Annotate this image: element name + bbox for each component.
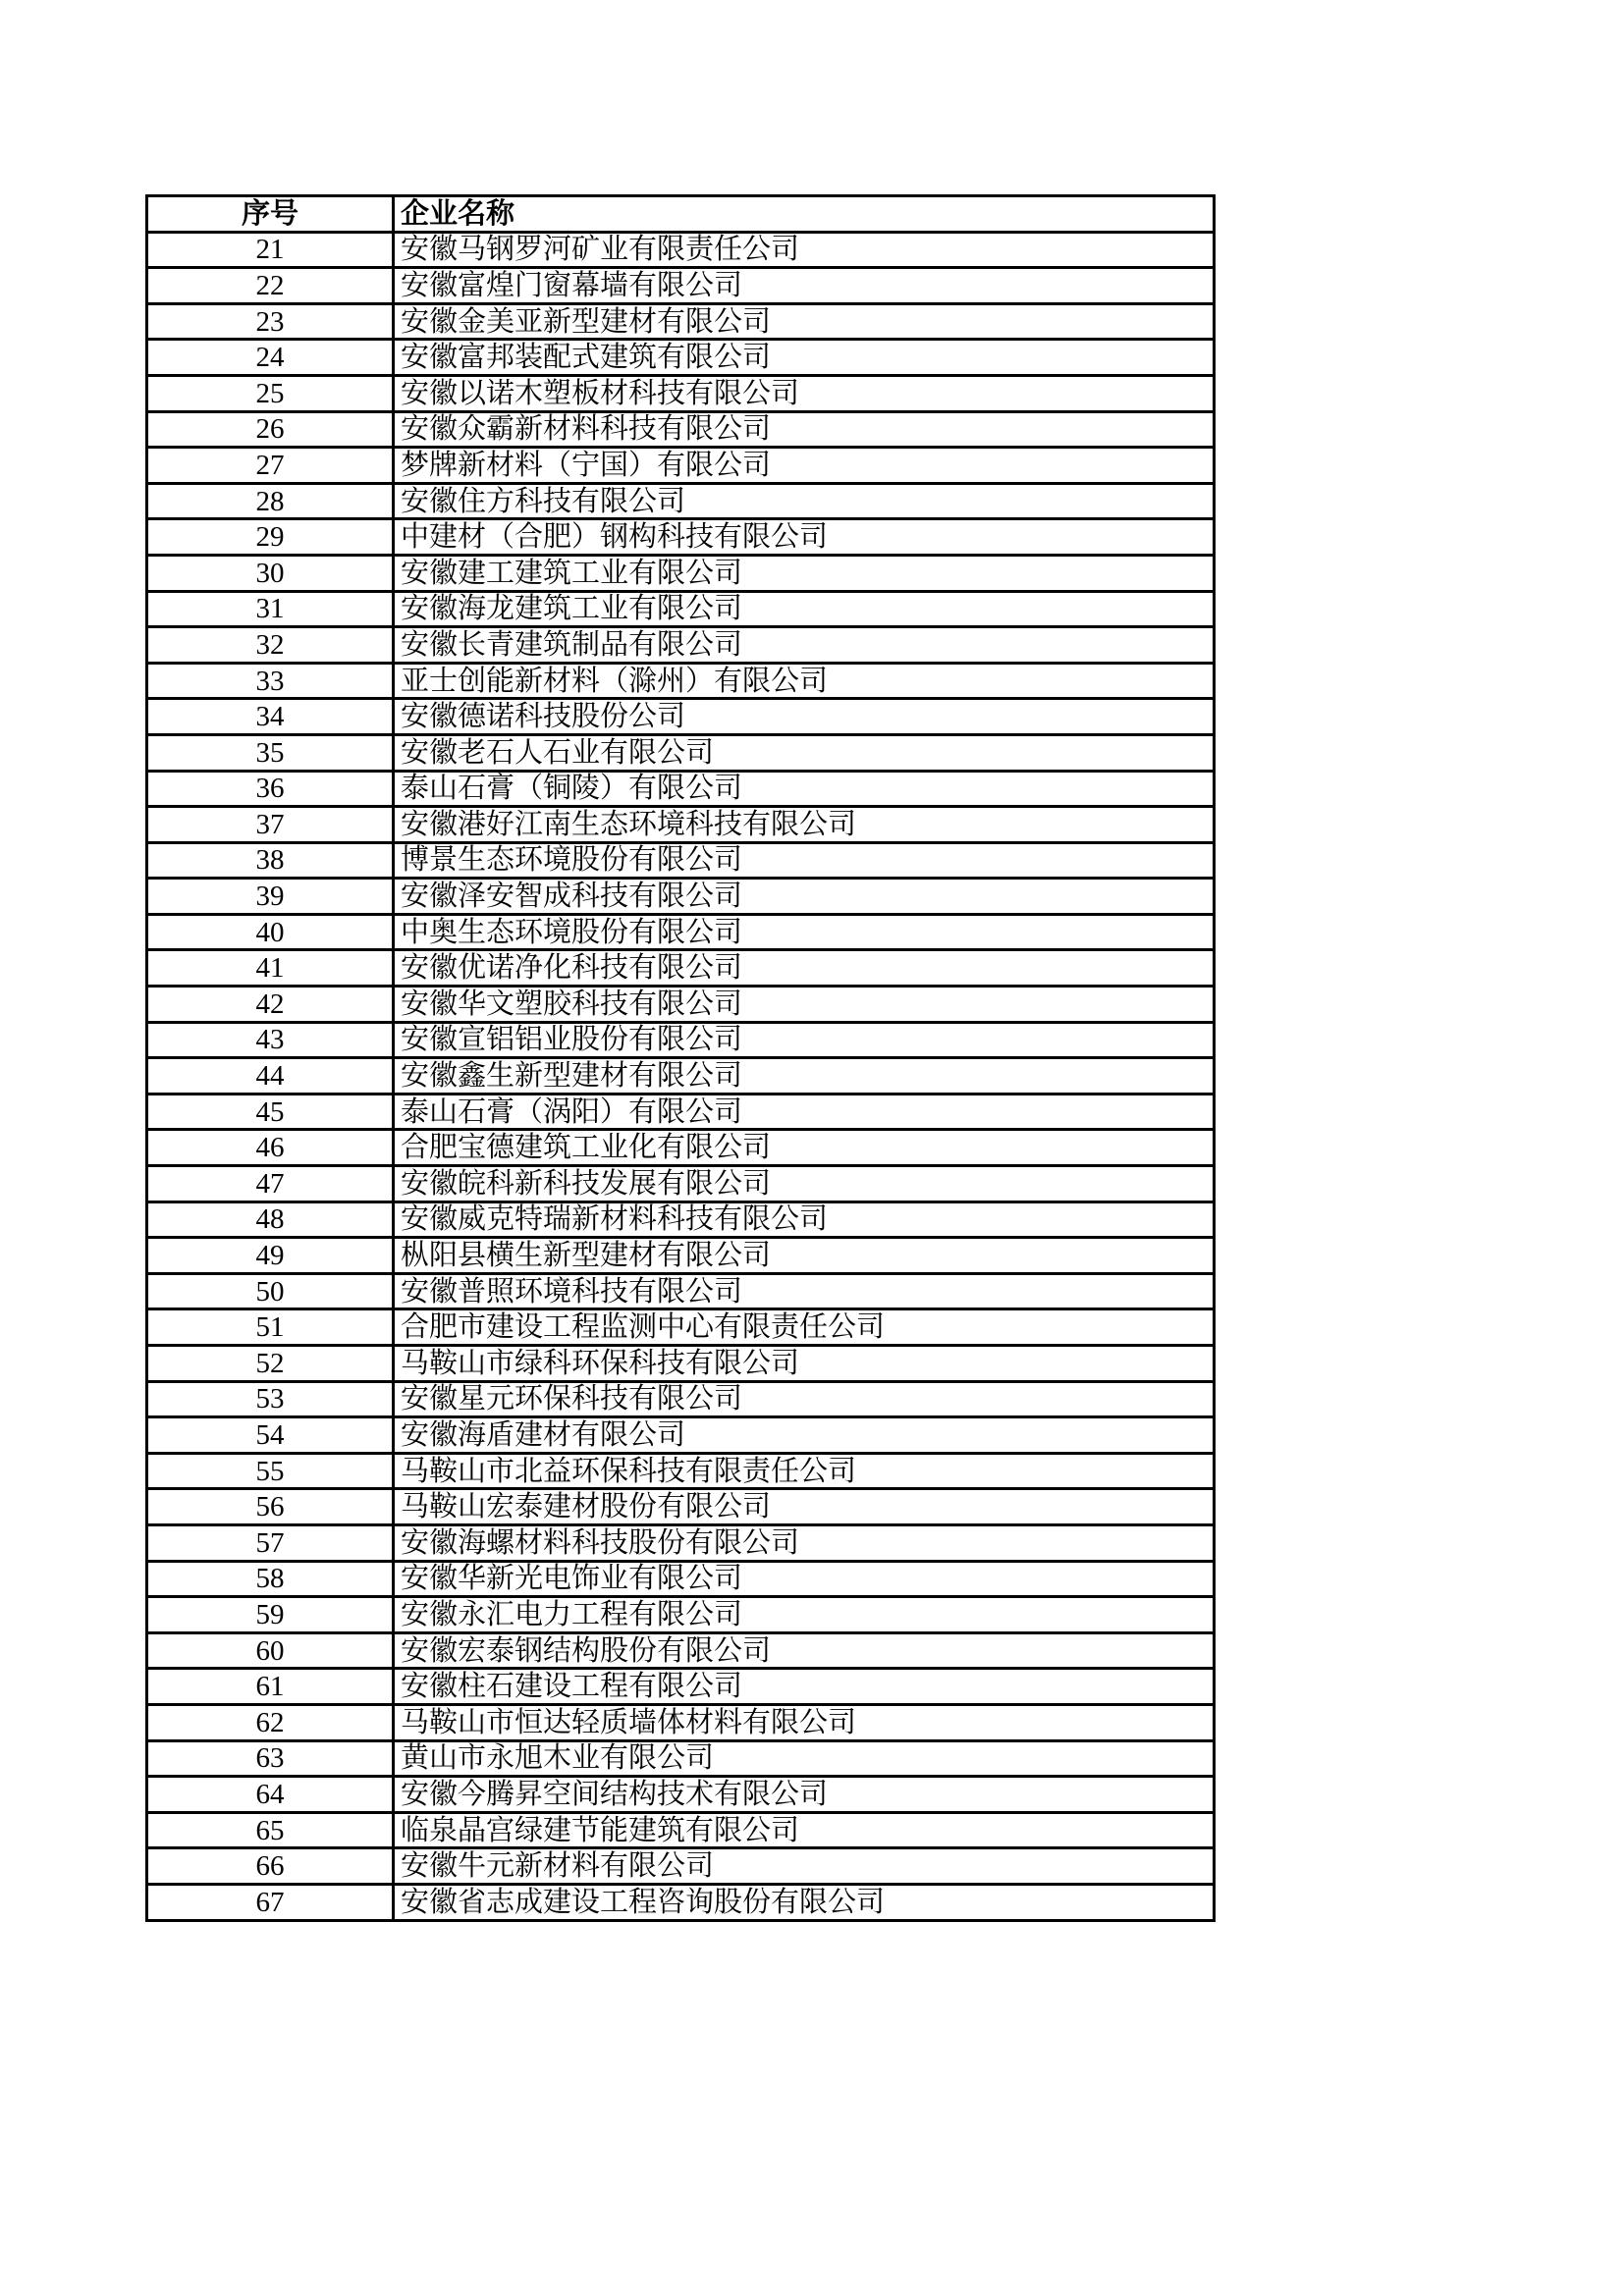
company-name-cell: 黄山市永旭木业有限公司 xyxy=(394,1740,1215,1777)
company-name-cell: 安徽马钢罗河矿业有限责任公司 xyxy=(394,232,1215,268)
header-seq: 序号 xyxy=(147,196,394,233)
company-name-cell: 安徽威克特瑞新材料科技有限公司 xyxy=(394,1201,1215,1238)
seq-cell: 33 xyxy=(147,663,394,699)
table-row xyxy=(147,1166,1215,1202)
seq-cell: 60 xyxy=(147,1632,394,1669)
seq-cell: 26 xyxy=(147,411,394,448)
table-row xyxy=(147,842,1215,879)
seq-cell: 48 xyxy=(147,1201,394,1238)
table-row xyxy=(147,1669,1215,1705)
seq-cell: 39 xyxy=(147,879,394,915)
company-name-cell: 安徽海龙建筑工业有限公司 xyxy=(394,591,1215,627)
company-name-cell: 安徽金美亚新型建材有限公司 xyxy=(394,303,1215,340)
company-name-cell: 安徽富煌门窗幕墙有限公司 xyxy=(394,268,1215,304)
table-row xyxy=(147,1632,1215,1669)
company-name-cell: 安徽柱石建设工程有限公司 xyxy=(394,1669,1215,1705)
company-name-cell: 博景生态环境股份有限公司 xyxy=(394,842,1215,879)
company-name-cell: 枞阳县横生新型建材有限公司 xyxy=(394,1238,1215,1274)
seq-cell: 64 xyxy=(147,1777,394,1813)
seq-cell: 43 xyxy=(147,1022,394,1058)
seq-cell: 30 xyxy=(147,555,394,591)
company-name-cell: 安徽今腾昇空间结构技术有限公司 xyxy=(394,1777,1215,1813)
company-name-cell: 合肥宝德建筑工业化有限公司 xyxy=(394,1130,1215,1166)
seq-cell: 54 xyxy=(147,1417,394,1454)
table-row xyxy=(147,555,1215,591)
table-header-row xyxy=(147,196,1215,233)
table-row xyxy=(147,663,1215,699)
company-name-cell: 安徽宣铝铝业股份有限公司 xyxy=(394,1022,1215,1058)
company-name-cell: 马鞍山市恒达轻质墙体材料有限公司 xyxy=(394,1704,1215,1740)
seq-cell: 49 xyxy=(147,1238,394,1274)
seq-cell: 50 xyxy=(147,1273,394,1309)
table-row xyxy=(147,1848,1215,1885)
table-row xyxy=(147,1022,1215,1058)
header-name: 企业名称 xyxy=(394,196,1215,233)
table-row xyxy=(147,1597,1215,1633)
company-name-cell: 安徽以诺木塑板材科技有限公司 xyxy=(394,375,1215,411)
table-row xyxy=(147,1346,1215,1382)
table-row xyxy=(147,1309,1215,1346)
table-row xyxy=(147,1130,1215,1166)
seq-cell: 36 xyxy=(147,771,394,807)
table-row xyxy=(147,1201,1215,1238)
company-name-cell: 安徽星元环保科技有限公司 xyxy=(394,1381,1215,1417)
seq-cell: 32 xyxy=(147,627,394,664)
company-name-cell: 安徽普照环境科技有限公司 xyxy=(394,1273,1215,1309)
company-name-cell: 安徽港好江南生态环境科技有限公司 xyxy=(394,807,1215,843)
table-row xyxy=(147,1453,1215,1489)
seq-cell: 41 xyxy=(147,950,394,987)
enterprise-table xyxy=(145,194,1216,1922)
table-row xyxy=(147,914,1215,950)
company-name-cell: 安徽鑫生新型建材有限公司 xyxy=(394,1058,1215,1095)
table-row xyxy=(147,1777,1215,1813)
seq-cell: 62 xyxy=(147,1704,394,1740)
table-row xyxy=(147,1812,1215,1848)
table-row xyxy=(147,375,1215,411)
seq-cell: 59 xyxy=(147,1597,394,1633)
table-row xyxy=(147,807,1215,843)
seq-cell: 42 xyxy=(147,987,394,1023)
seq-cell: 22 xyxy=(147,268,394,304)
seq-cell: 31 xyxy=(147,591,394,627)
company-name-cell: 安徽富邦装配式建筑有限公司 xyxy=(394,340,1215,376)
seq-cell: 67 xyxy=(147,1884,394,1920)
table-row xyxy=(147,1524,1215,1561)
seq-cell: 27 xyxy=(147,448,394,484)
table-row xyxy=(147,303,1215,340)
table-row xyxy=(147,232,1215,268)
company-name-cell: 马鞍山宏泰建材股份有限公司 xyxy=(394,1489,1215,1525)
seq-cell: 29 xyxy=(147,519,394,556)
company-name-cell: 安徽建工建筑工业有限公司 xyxy=(394,555,1215,591)
seq-cell: 56 xyxy=(147,1489,394,1525)
table-row xyxy=(147,1273,1215,1309)
table-row xyxy=(147,268,1215,304)
company-name-cell: 安徽华新光电饰业有限公司 xyxy=(394,1561,1215,1597)
seq-cell: 23 xyxy=(147,303,394,340)
seq-cell: 25 xyxy=(147,375,394,411)
company-name-cell: 泰山石膏（涡阳）有限公司 xyxy=(394,1094,1215,1130)
table-row xyxy=(147,1238,1215,1274)
seq-cell: 58 xyxy=(147,1561,394,1597)
table-row xyxy=(147,1561,1215,1597)
table-row xyxy=(147,483,1215,519)
table-row xyxy=(147,771,1215,807)
seq-cell: 66 xyxy=(147,1848,394,1885)
seq-cell: 51 xyxy=(147,1309,394,1346)
company-name-cell: 安徽牛元新材料有限公司 xyxy=(394,1848,1215,1885)
company-name-cell: 安徽众霸新材料科技有限公司 xyxy=(394,411,1215,448)
company-name-cell: 安徽德诺科技股份公司 xyxy=(394,699,1215,735)
table-row xyxy=(147,950,1215,987)
table-row xyxy=(147,591,1215,627)
seq-cell: 24 xyxy=(147,340,394,376)
company-name-cell: 安徽永汇电力工程有限公司 xyxy=(394,1597,1215,1633)
seq-cell: 40 xyxy=(147,914,394,950)
table-row xyxy=(147,1704,1215,1740)
table-row xyxy=(147,448,1215,484)
table-row xyxy=(147,1884,1215,1920)
table-row xyxy=(147,519,1215,556)
company-name-cell: 临泉晶宫绿建节能建筑有限公司 xyxy=(394,1812,1215,1848)
table-row xyxy=(147,987,1215,1023)
table-row xyxy=(147,340,1215,376)
table-row xyxy=(147,1058,1215,1095)
table-row xyxy=(147,411,1215,448)
table-row xyxy=(147,734,1215,771)
table-row xyxy=(147,1489,1215,1525)
company-name-cell: 中奥生态环境股份有限公司 xyxy=(394,914,1215,950)
company-name-cell: 安徽老石人石业有限公司 xyxy=(394,734,1215,771)
company-name-cell: 安徽优诺净化科技有限公司 xyxy=(394,950,1215,987)
company-name-cell: 马鞍山市北益环保科技有限责任公司 xyxy=(394,1453,1215,1489)
seq-cell: 53 xyxy=(147,1381,394,1417)
company-name-cell: 中建材（合肥）钢构科技有限公司 xyxy=(394,519,1215,556)
company-name-cell: 安徽海螺材料科技股份有限公司 xyxy=(394,1524,1215,1561)
seq-cell: 21 xyxy=(147,232,394,268)
company-name-cell: 梦牌新材料（宁国）有限公司 xyxy=(394,448,1215,484)
seq-cell: 34 xyxy=(147,699,394,735)
seq-cell: 65 xyxy=(147,1812,394,1848)
company-name-cell: 安徽宏泰钢结构股份有限公司 xyxy=(394,1632,1215,1669)
seq-cell: 45 xyxy=(147,1094,394,1130)
seq-cell: 38 xyxy=(147,842,394,879)
table-row xyxy=(147,1381,1215,1417)
company-name-cell: 安徽长青建筑制品有限公司 xyxy=(394,627,1215,664)
seq-cell: 37 xyxy=(147,807,394,843)
table-row xyxy=(147,879,1215,915)
seq-cell: 63 xyxy=(147,1740,394,1777)
company-name-cell: 安徽住方科技有限公司 xyxy=(394,483,1215,519)
seq-cell: 28 xyxy=(147,483,394,519)
company-name-cell: 亚士创能新材料（滁州）有限公司 xyxy=(394,663,1215,699)
seq-cell: 46 xyxy=(147,1130,394,1166)
company-name-cell: 安徽泽安智成科技有限公司 xyxy=(394,879,1215,915)
company-name-cell: 安徽华文塑胶科技有限公司 xyxy=(394,987,1215,1023)
company-name-cell: 马鞍山市绿科环保科技有限公司 xyxy=(394,1346,1215,1382)
company-name-cell: 安徽皖科新科技发展有限公司 xyxy=(394,1166,1215,1202)
table-row xyxy=(147,1094,1215,1130)
seq-cell: 47 xyxy=(147,1166,394,1202)
seq-cell: 35 xyxy=(147,734,394,771)
table-row xyxy=(147,699,1215,735)
company-name-cell: 安徽省志成建设工程咨询股份有限公司 xyxy=(394,1884,1215,1920)
table-row xyxy=(147,627,1215,664)
seq-cell: 55 xyxy=(147,1453,394,1489)
company-name-cell: 合肥市建设工程监测中心有限责任公司 xyxy=(394,1309,1215,1346)
seq-cell: 44 xyxy=(147,1058,394,1095)
table-row xyxy=(147,1740,1215,1777)
company-name-cell: 安徽海盾建材有限公司 xyxy=(394,1417,1215,1454)
seq-cell: 57 xyxy=(147,1524,394,1561)
company-name-cell: 泰山石膏（铜陵）有限公司 xyxy=(394,771,1215,807)
table-row xyxy=(147,1417,1215,1454)
seq-cell: 61 xyxy=(147,1669,394,1705)
seq-cell: 52 xyxy=(147,1346,394,1382)
